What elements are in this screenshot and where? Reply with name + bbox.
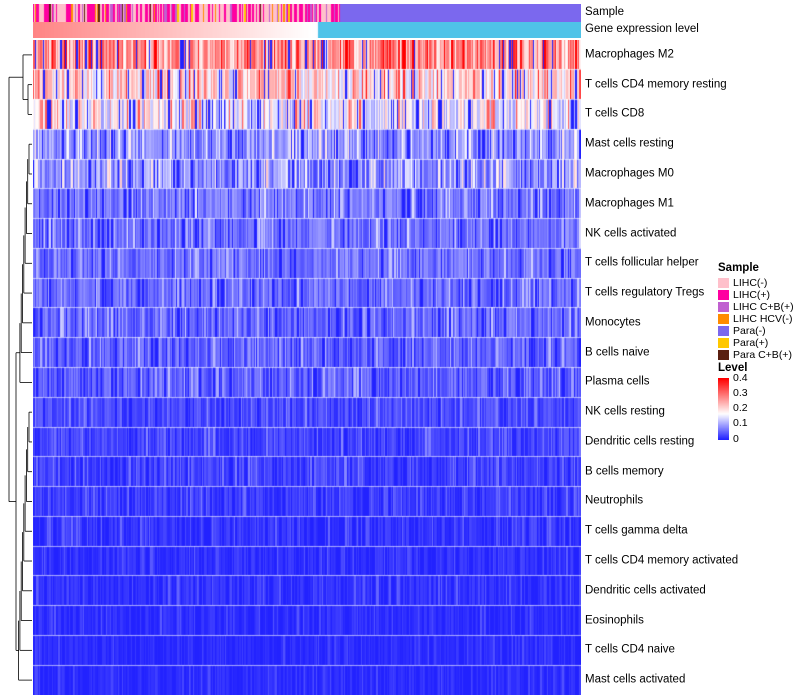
row-label: Macrophages M1 (585, 197, 674, 209)
row-label: Macrophages M0 (585, 167, 674, 180)
level-legend-tick: 0.3 (733, 386, 748, 399)
sample-legend-item (718, 278, 798, 289)
legend-item-label: Para C+B(+) (733, 348, 792, 361)
row-label: T cells regulatory Tregs (585, 286, 705, 299)
legend-item-label: LIHC C+B(+) (733, 300, 794, 313)
level-legend-tick: 0.1 (733, 417, 748, 429)
legend-item-label: LIHC(-) (733, 276, 768, 289)
row-label: B cells memory (585, 464, 664, 477)
legend-color-swatch (718, 338, 729, 348)
row-label: T cells CD4 memory activated (585, 554, 739, 567)
sample-annotation-bar (33, 4, 581, 22)
sample-legend-item (718, 290, 798, 301)
level-legend-tick: 0 (733, 432, 739, 445)
row-label: T cells CD4 naive (585, 643, 675, 656)
legend-item-label: LIHC(+) (733, 288, 771, 301)
row-label: Monocytes (585, 316, 641, 329)
row-label: Mast cells activated (585, 673, 686, 686)
row-label: Plasma cells (585, 375, 650, 388)
legend-color-swatch (718, 314, 729, 324)
row-label: B cells naive (585, 345, 650, 358)
row-label: T cells CD4 memory resting (585, 77, 727, 90)
row-dendrogram (8, 40, 33, 695)
row-label: T cells CD8 (585, 107, 645, 120)
legend-color-swatch (718, 290, 729, 300)
row-label: Macrophages M2 (585, 48, 674, 61)
sample-legend-item (718, 302, 798, 313)
row-label: NK cells resting (585, 405, 665, 418)
row-label: Eosinophils (585, 613, 644, 626)
row-label: NK cells activated (585, 226, 677, 239)
sample-legend-item (718, 350, 798, 361)
gene-expression-level-annotation-bar (33, 22, 581, 38)
sample-legend (718, 263, 798, 362)
row-label: Dendritic cells activated (585, 584, 706, 597)
row-label: T cells follicular helper (585, 256, 699, 269)
heatmap-body (33, 40, 581, 695)
legend-color-swatch (718, 302, 729, 312)
row-label: Dendritic cells resting (585, 435, 695, 448)
sample-legend-title: Sample (718, 262, 759, 274)
sample-legend-item (718, 338, 798, 349)
legend-item-label: LIHC HCV(-) (733, 312, 793, 325)
sample-annotation-label: Sample (585, 6, 624, 18)
level-legend (718, 362, 798, 445)
legend-color-swatch (718, 278, 729, 288)
gene-expression-level-annotation-label: Gene expression level (585, 23, 699, 35)
row-label: Mast cells resting (585, 137, 674, 150)
legend-color-swatch (718, 326, 729, 336)
level-legend-tick: 0.2 (733, 401, 748, 414)
sample-legend-item (718, 326, 798, 337)
sample-legend-item (718, 314, 798, 325)
legend-item-label: Para(-) (733, 324, 766, 337)
legend-color-swatch (718, 350, 729, 360)
row-label: T cells gamma delta (585, 524, 688, 537)
level-legend-tick: 0.4 (733, 371, 748, 384)
legend-item-label: Para(+) (733, 336, 769, 349)
row-label: Neutrophils (585, 494, 644, 507)
level-legend-title: Level (718, 362, 748, 374)
